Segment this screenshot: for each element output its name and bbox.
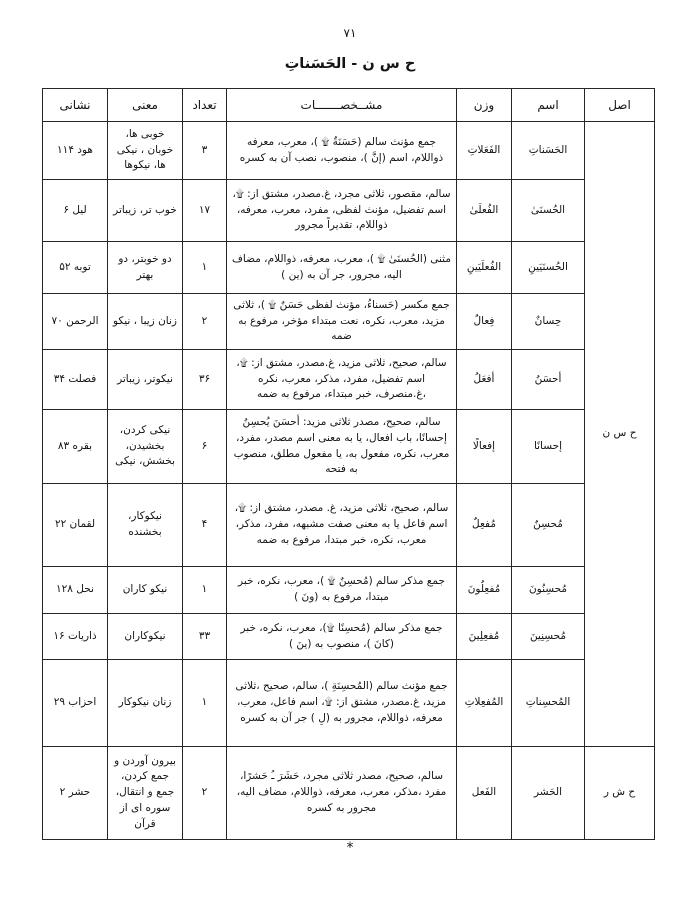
meaning-cell: خوب تر، زيباتر bbox=[108, 180, 183, 242]
pattern-cell: المُفعِلاتِ bbox=[457, 660, 512, 747]
table-row bbox=[43, 484, 655, 567]
table-row bbox=[43, 747, 655, 840]
pattern-cell: فِعالٌ bbox=[457, 294, 512, 350]
table-row bbox=[43, 410, 655, 484]
meaning-cell: زنان زيبا ، نيكو bbox=[108, 294, 183, 350]
reference-cell: هود ۱۱۴ bbox=[43, 122, 108, 180]
meaning-cell: نيكوتر، زيباتر bbox=[108, 350, 183, 410]
pattern-cell: مُفعِلِينَ bbox=[457, 614, 512, 660]
reference-cell: نحل ۱۲۸ bbox=[43, 567, 108, 614]
count-cell: ۱ bbox=[183, 660, 227, 747]
page-number: ۷۱ bbox=[343, 26, 357, 40]
pattern-cell: الفَعل bbox=[457, 747, 512, 840]
table-row bbox=[43, 122, 655, 180]
specs-cell: جمع مذكر سالم (مُحسِنًا ۩)، معرب، نكره، خبر (كانَ )، منصوب به (ينَ ) bbox=[227, 614, 457, 660]
morphology-table bbox=[42, 88, 655, 840]
count-cell: ۲ bbox=[183, 747, 227, 840]
table-header-row bbox=[43, 89, 655, 122]
reference-cell: فصلت ۳۴ bbox=[43, 350, 108, 410]
reference-cell: حشر ۲ bbox=[43, 747, 108, 840]
name-cell: إحسانًا bbox=[512, 410, 585, 484]
meaning-cell: زنان نيكوكار bbox=[108, 660, 183, 747]
table-row bbox=[43, 242, 655, 294]
name-cell: مُحسِنٌ bbox=[512, 484, 585, 567]
name-cell: مُحسِنُونَ bbox=[512, 567, 585, 614]
specs-cell: سالم، صحيح، ثلاثى مزيد، غ.مصدر، مشتق از: ۩، اسم تفضيل، مفرد، مذكر، معرب، نكره ،غ.منصرف، خبر مبتداء، مرفوع به ضمه bbox=[227, 350, 457, 410]
header-name: اسم bbox=[512, 89, 585, 122]
pattern-cell: مُفعِلٌ bbox=[457, 484, 512, 567]
meaning-cell: نيكوكاران bbox=[108, 614, 183, 660]
reference-cell: لقمان ۲۲ bbox=[43, 484, 108, 567]
count-cell: ۱ bbox=[183, 567, 227, 614]
root-cell: ح س ن bbox=[585, 122, 655, 747]
header-count: تعداد bbox=[183, 89, 227, 122]
name-cell: الحُسنَىٰ bbox=[512, 180, 585, 242]
reference-cell: ذاريات ۱۶ bbox=[43, 614, 108, 660]
pattern-cell: إفعالًا bbox=[457, 410, 512, 484]
count-cell: ۴ bbox=[183, 484, 227, 567]
footer-asterisk: * bbox=[346, 840, 354, 856]
reference-cell: احزاب ۲۹ bbox=[43, 660, 108, 747]
page-title: ح س ن - الحَسَناتِ bbox=[284, 56, 416, 72]
header-root: اصل bbox=[585, 89, 655, 122]
name-cell: الحَسَناتِ bbox=[512, 122, 585, 180]
specs-cell: سالم، صحيح، مصدر ثلاثى مزيد: أحسَنَ يُحسِنُ إحسانًا، باب افعال، يا به معنى اسم مصدر، مفرد، معرب، نكره، مفعول به، يا مفعول مطلق، منصوب به فتحه bbox=[227, 410, 457, 484]
meaning-cell: دو خوبتر، دو بهتر bbox=[108, 242, 183, 294]
pattern-cell: أفعَلُ bbox=[457, 350, 512, 410]
pattern-cell: الفُعلَيَينِ bbox=[457, 242, 512, 294]
specs-cell: سالم، صحيح، ثلاثى مزيد، غ. مصدر، مشتق از: ۩، اسم فاعل يا به معنى صفت مشبهه، مفرد، مذكر، معرب، نكره، خبر مبتدا، مرفوع به ضمه bbox=[227, 484, 457, 567]
table-row bbox=[43, 294, 655, 350]
table-row bbox=[43, 180, 655, 242]
name-cell: مُحسِنِينَ bbox=[512, 614, 585, 660]
meaning-cell: نيكى كردن، بخشيدن، بخشش، نيكى bbox=[108, 410, 183, 484]
table-row bbox=[43, 350, 655, 410]
name-cell: أحسَنُ bbox=[512, 350, 585, 410]
reference-cell: ليل ۶ bbox=[43, 180, 108, 242]
header-specs: مشــخصـــــــات bbox=[227, 89, 457, 122]
count-cell: ۱ bbox=[183, 242, 227, 294]
name-cell: حِسانٌ bbox=[512, 294, 585, 350]
meaning-cell: بيرون آوردن و جمع كردن، جمع و انتقال، سوره اى از قرآن bbox=[108, 747, 183, 840]
count-cell: ۱۷ bbox=[183, 180, 227, 242]
table-row bbox=[43, 567, 655, 614]
reference-cell: توبه ۵۲ bbox=[43, 242, 108, 294]
meaning-cell: خوبى ها، خوبان ، نيكى ها، نيكوها bbox=[108, 122, 183, 180]
name-cell: المُحسِناتِ bbox=[512, 660, 585, 747]
table-row bbox=[43, 614, 655, 660]
pattern-cell: مُفعِلُونَ bbox=[457, 567, 512, 614]
reference-cell: الرحمن ۷۰ bbox=[43, 294, 108, 350]
meaning-cell: نيكو كاران bbox=[108, 567, 183, 614]
specs-cell: سالم، صحيح، مصدر ثلاثى مجرد، حَشَرَ ـُ حَشرًا، مفرد ،مذكر، معرب، معرفه، ذواللام، مضاف اليه، مجرور به كسره bbox=[227, 747, 457, 840]
pattern-cell: الفَعَلاتِ bbox=[457, 122, 512, 180]
meaning-cell: نيكوكار، بخشنده bbox=[108, 484, 183, 567]
count-cell: ۳ bbox=[183, 122, 227, 180]
specs-cell: جمع مؤنث سالم (المُحسِنَةِ )، سالم، صحيح ،ثلاثى مزيد، غ.مصدر، مشتق از: ۩، اسم فاعل، معرب، معرفه، ذواللام، مجرور به (لِ ) جر آن به كسره bbox=[227, 660, 457, 747]
reference-cell: بقره ۸۳ bbox=[43, 410, 108, 484]
specs-cell: مثنى (الحُسنَىٰ ۩ )، معرب، معرفه، ذواللام، مضاف اليه، مجرور، جر آن به (ين ) bbox=[227, 242, 457, 294]
specs-cell: جمع مؤنث سالم (حَسَنَةٌ ۩ )، معرب، معرفه ذواللام، اسم (إنَّ )، منصوب، نصب آن به كسره bbox=[227, 122, 457, 180]
name-cell: الحَشر bbox=[512, 747, 585, 840]
count-cell: ۶ bbox=[183, 410, 227, 484]
count-cell: ۲ bbox=[183, 294, 227, 350]
specs-cell: جمع مذكر سالم (مُحسِنٌ ۩ )، معرب، نكره، خبر مبتدا، مرفوع به (ونَ ) bbox=[227, 567, 457, 614]
pattern-cell: الفُعلَىٰ bbox=[457, 180, 512, 242]
name-cell: الحُسنَيَينِ bbox=[512, 242, 585, 294]
root-cell: ح ش ر bbox=[585, 747, 655, 840]
table-row bbox=[43, 660, 655, 747]
specs-cell: جمع مكسر (حَسناءُ، مؤنث لفظى حَسَنٌ ۩ )، ثلاثى مزيد، معرب، نكره، نعت مبتداء مؤخر، مرفوع به ضمه bbox=[227, 294, 457, 350]
header-meaning: معنى bbox=[108, 89, 183, 122]
header-pattern: وزن bbox=[457, 89, 512, 122]
header-reference: نشانى bbox=[43, 89, 108, 122]
count-cell: ۳۶ bbox=[183, 350, 227, 410]
count-cell: ۳۳ bbox=[183, 614, 227, 660]
specs-cell: سالم، مقصور، ثلاثى مجرد، غ.مصدر، مشتق از: ۩، اسم تفضيل، مؤنث لفظى، مفرد، معرب، معرفه، ذواللام، تقديراً مجرور bbox=[227, 180, 457, 242]
